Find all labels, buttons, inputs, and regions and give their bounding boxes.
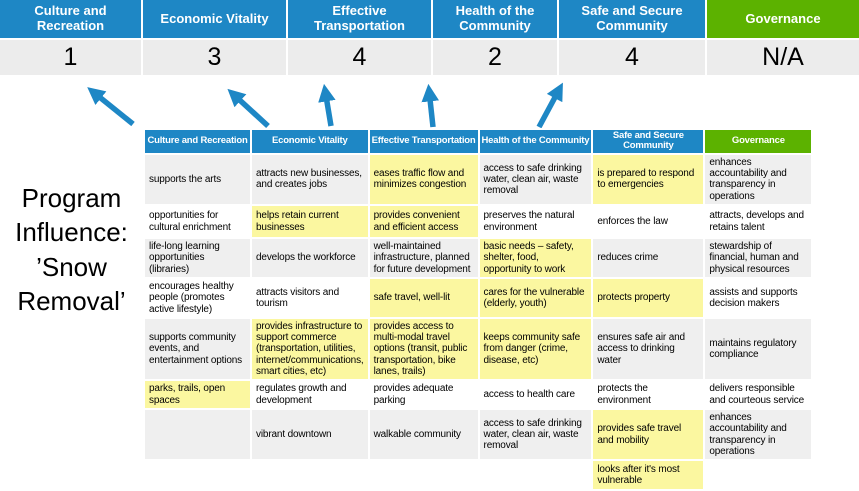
matrix-cell-highlighted: parks, trails, open spaces xyxy=(144,380,251,409)
matrix-cell: reduces crime xyxy=(592,238,704,278)
matrix-cell: attracts visitors and tourism xyxy=(251,278,369,318)
matrix-cell: regulates growth and development xyxy=(251,380,369,409)
matrix-cell-highlighted: looks after it's most vulnerable xyxy=(592,460,704,490)
matrix-cell xyxy=(144,409,251,460)
matrix-cell-highlighted: cares for the vulnerable (elderly, youth) xyxy=(479,278,593,318)
banner-header-safe-and-secure-community: Safe and Secure Community xyxy=(559,0,707,38)
matrix-cell: enhances accountability and transparency in operations xyxy=(704,409,812,460)
matrix-cell: maintains regulatory compliance xyxy=(704,318,812,380)
category-score-banner xyxy=(0,0,859,75)
matrix-cell: delivers responsible and courteous service xyxy=(704,380,812,409)
matrix-cell: walkable community xyxy=(369,409,479,460)
banner-column-safe-and-secure-community xyxy=(559,0,707,75)
matrix-cell: ensures safe air and access to drinking water xyxy=(592,318,704,380)
matrix-cell: enhances accountability and transparency in operations xyxy=(704,154,812,205)
up-arrow-icon-5 xyxy=(539,88,560,127)
program-title: Program Influence: ’Snow Removal’ xyxy=(15,183,128,316)
banner-column-effective-transportation xyxy=(288,0,433,75)
matrix-cell-highlighted: helps retain current businesses xyxy=(251,205,369,238)
table-row xyxy=(144,318,812,380)
table-row xyxy=(144,278,812,318)
matrix-cell: supports community events, and entertainment options xyxy=(144,318,251,380)
banner-column-governance xyxy=(707,0,859,75)
banner-score-health-of-the-community: 2 xyxy=(433,38,559,75)
table-row xyxy=(144,409,812,460)
matrix-cell-highlighted: safe travel, well-lit xyxy=(369,278,479,318)
matrix-cell-highlighted: provides access to multi-modal travel options (transit, public transportation, bike lanes, trails) xyxy=(369,318,479,380)
banner-header-economic-vitality: Economic Vitality xyxy=(143,0,288,38)
matrix-cell: supports the arts xyxy=(144,154,251,205)
table-row xyxy=(144,380,812,409)
up-arrow-icon-4 xyxy=(429,90,433,127)
table-row xyxy=(144,154,812,205)
matrix-cell-highlighted: basic needs – safety, shelter, food, opportunity to work xyxy=(479,238,593,278)
matrix-cell: assists and supports decision makers xyxy=(704,278,812,318)
banner-header-culture-and-recreation: Culture and Recreation xyxy=(0,0,143,38)
matrix-cell: protects the environment xyxy=(592,380,704,409)
matrix-cell: opportunities for cultural enrichment xyxy=(144,205,251,238)
banner-header-effective-transportation: Effective Transportation xyxy=(288,0,433,38)
banner-column-culture-and-recreation xyxy=(0,0,143,75)
up-arrow-icon-3 xyxy=(325,90,331,126)
matrix-cell-highlighted: provides infrastructure to support commerce (transportation, utilities, internet/communications, smart cities, etc) xyxy=(251,318,369,380)
matrix-header-health-of-the-community: Health of the Community xyxy=(479,129,593,154)
table-row xyxy=(144,238,812,278)
matrix-header-economic-vitality: Economic Vitality xyxy=(251,129,369,154)
matrix-cell: preserves the natural environment xyxy=(479,205,593,238)
matrix-header-safe-and-secure-community: Safe and Secure Community xyxy=(592,129,704,154)
matrix-cell: enforces the law xyxy=(592,205,704,238)
matrix-cell-highlighted: provides convenient and efficient access xyxy=(369,205,479,238)
matrix-cell-highlighted: keeps community safe from danger (crime, disease, etc) xyxy=(479,318,593,380)
matrix-header-culture-and-recreation: Culture and Recreation xyxy=(144,129,251,154)
banner-header-health-of-the-community: Health of the Community xyxy=(433,0,559,38)
matrix-header-effective-transportation: Effective Transportation xyxy=(369,129,479,154)
matrix-cell: encourages healthy people (promotes active lifestyle) xyxy=(144,278,251,318)
matrix-cell: attracts new businesses, and creates jobs xyxy=(251,154,369,205)
matrix-cell: develops the workforce xyxy=(251,238,369,278)
matrix-cell: access to health care xyxy=(479,380,593,409)
matrix-cell: vibrant downtown xyxy=(251,409,369,460)
influence-table xyxy=(143,128,813,491)
matrix-cell: provides adequate parking xyxy=(369,380,479,409)
influence-matrix xyxy=(143,128,813,491)
banner-score-economic-vitality: 3 xyxy=(143,38,288,75)
influence-arrows xyxy=(0,78,859,130)
matrix-cell-highlighted: eases traffic flow and minimizes congestion xyxy=(369,154,479,205)
banner-column-health-of-the-community xyxy=(433,0,559,75)
matrix-cell: life-long learning opportunities (libraries) xyxy=(144,238,251,278)
matrix-cell-highlighted: provides safe travel and mobility xyxy=(592,409,704,460)
matrix-cell-highlighted: protects property xyxy=(592,278,704,318)
up-arrow-icon-1 xyxy=(92,91,133,124)
banner-column-economic-vitality xyxy=(143,0,288,75)
banner-score-effective-transportation: 4 xyxy=(288,38,433,75)
matrix-cell: access to safe drinking water, clean air, waste removal xyxy=(479,154,593,205)
matrix-cell: attracts, develops and retains talent xyxy=(704,205,812,238)
banner-score-culture-and-recreation: 1 xyxy=(0,38,143,75)
table-row xyxy=(144,205,812,238)
banner-header-governance: Governance xyxy=(707,0,859,38)
matrix-cell: access to safe drinking water, clean air, waste removal xyxy=(479,409,593,460)
matrix-cell-highlighted: is prepared to respond to emergencies xyxy=(592,154,704,205)
up-arrow-icon-2 xyxy=(232,93,268,126)
banner-score-safe-and-secure-community: 4 xyxy=(559,38,707,75)
matrix-cell: well-maintained infrastructure, planned for future development xyxy=(369,238,479,278)
banner-score-governance: N/A xyxy=(707,38,859,75)
matrix-header-governance: Governance xyxy=(704,129,812,154)
matrix-cell: stewardship of financial, human and physical resources xyxy=(704,238,812,278)
